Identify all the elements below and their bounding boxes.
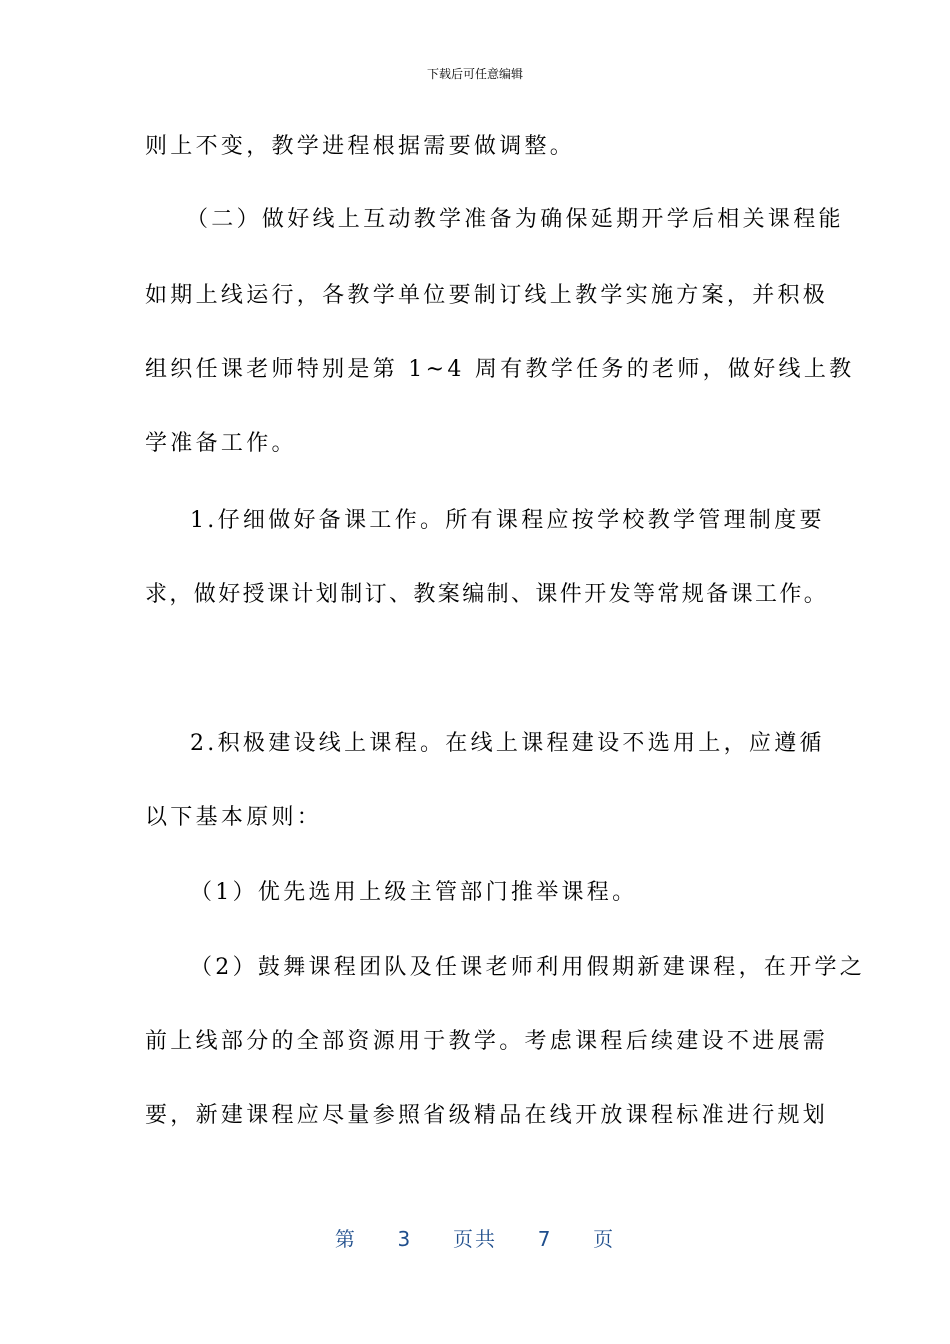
text-line: 要，新建课程应尽量参照省级精品在线开放课程标准进行规划 (145, 1103, 829, 1128)
text-line: （二）做好线上互动教学准备为确保延期开学后相关课程能 (186, 207, 844, 232)
footer-suffix: 页 (593, 1227, 616, 1251)
footer-middle: 页共 (453, 1227, 497, 1251)
text-line: 则上不变，教学进程根据需要做调整。 (145, 134, 576, 159)
footer-prefix: 第 (334, 1227, 357, 1251)
total-pages-number: 7 (537, 1227, 553, 1251)
page-header: 下载后可任意编辑 (426, 67, 523, 81)
text-line: （1）优先选用上级主管部门推举课程。 (190, 880, 638, 905)
text-line: 2.积极建设线上课程。在线上课程建设不选用上，应遵循 (190, 731, 825, 756)
text-line: 组织任课老师特别是第 1~4 周有教学任务的老师，做好线上教 (145, 357, 855, 382)
text-line: 如期上线运行，各教学单位要制订线上教学实施方案，并积极 (145, 283, 829, 308)
text-line: 学准备工作。 (145, 431, 297, 456)
text-line: （2）鼓舞课程团队及任课老师利用假期新建课程，在开学之 (190, 955, 866, 980)
text-line: 求，做好授课计划制订、教案编制、课件开发等常规备课工作。 (145, 582, 829, 607)
text-line: 以下基本原则： (145, 805, 323, 830)
text-line: 前上线部分的全部资源用于教学。考虑课程后续建设不进展需 (145, 1029, 829, 1054)
page-footer (0, 1226, 950, 1252)
current-page-number: 3 (397, 1227, 413, 1251)
text-line: 1.仔细做好备课工作。所有课程应按学校教学管理制度要 (190, 508, 825, 533)
